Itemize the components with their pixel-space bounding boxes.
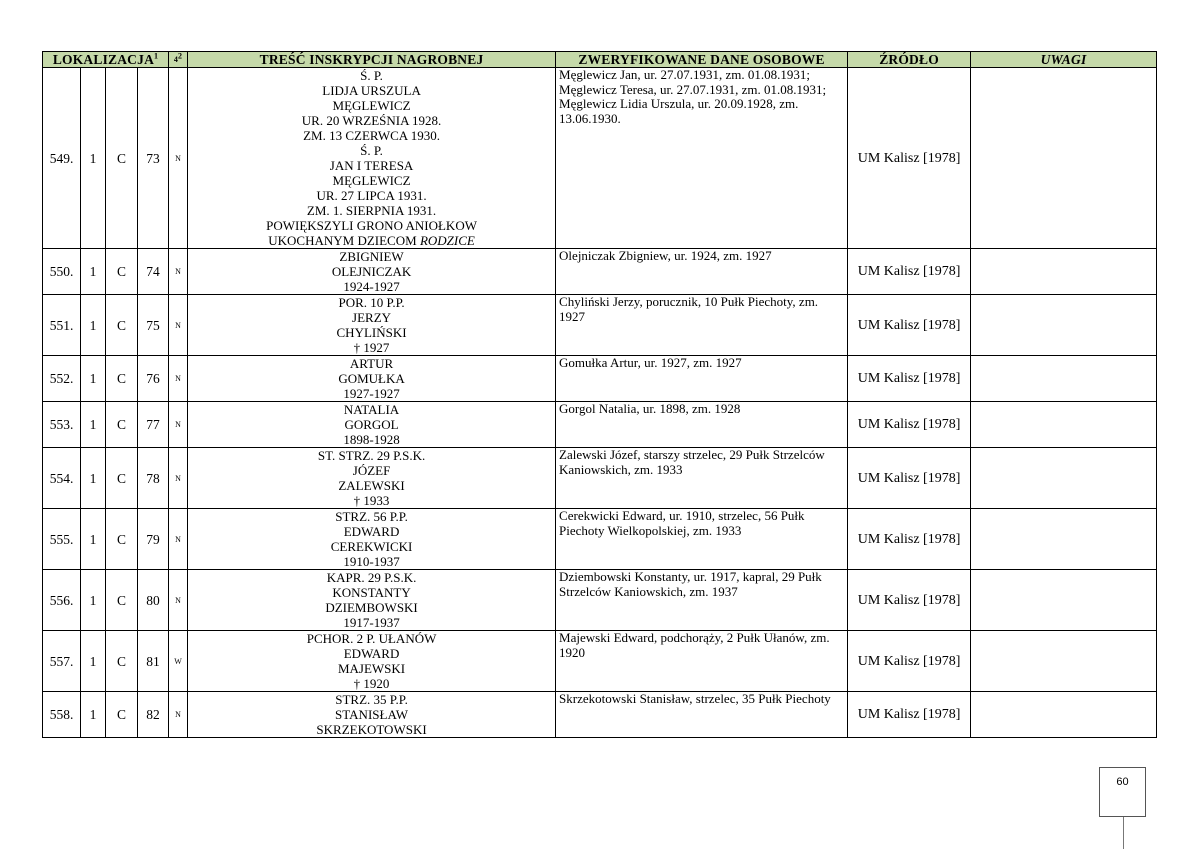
- grave-type: N: [169, 570, 188, 631]
- grave-type: N: [169, 448, 188, 509]
- inscription-italic-text: RODZICE: [419, 233, 475, 248]
- verified-data-line: Cerekwicki Edward, ur. 1910, strzelec, 56 Pułk: [559, 508, 805, 523]
- source-cell: UM Kalisz [1978]: [848, 692, 971, 738]
- verified-data-line: Męglewicz Lidia Urszula, ur. 20.09.1928, zm.: [559, 96, 799, 111]
- location-grave: 82: [138, 692, 169, 738]
- inscription-line: NATALIA: [343, 402, 400, 417]
- inscription-line: Ś. P.: [360, 143, 383, 158]
- inscription-line: JAN I TERESA: [329, 158, 414, 173]
- inscription-line: STRZ. 56 P.P.: [335, 509, 408, 524]
- inscription-cell: [188, 295, 556, 356]
- source-cell: UM Kalisz [1978]: [848, 631, 971, 692]
- inscription-line: [188, 233, 555, 248]
- inscription-line: DZIEMBOWSKI: [325, 600, 418, 615]
- location-sector: 1: [81, 509, 106, 570]
- location-sector: 1: [81, 692, 106, 738]
- verified-data-cell: [556, 295, 848, 356]
- location-sector: 1: [81, 68, 106, 249]
- inscription-line: EDWARD: [343, 646, 400, 661]
- verified-data-cell: [556, 448, 848, 509]
- verified-data-cell: [556, 631, 848, 692]
- verified-data-line: Zalewski Józef, starszy strzelec, 29 Pułk Strzelców: [559, 447, 825, 462]
- location-grave: 79: [138, 509, 169, 570]
- location-row: C: [106, 68, 138, 249]
- location-row: C: [106, 448, 138, 509]
- table-row: [43, 249, 1157, 295]
- source-cell: UM Kalisz [1978]: [848, 68, 971, 249]
- table-row: [43, 356, 1157, 402]
- row-number: 554.: [43, 448, 81, 509]
- inscription-line: SKRZEKOTOWSKI: [316, 722, 427, 737]
- inscription-cell: [188, 402, 556, 448]
- location-row: C: [106, 509, 138, 570]
- inscription-cell: [188, 356, 556, 402]
- location-grave: 76: [138, 356, 169, 402]
- inscription-cell: [188, 631, 556, 692]
- inscription-cell: [188, 509, 556, 570]
- header-zrodlo: ŹRÓDŁO: [848, 52, 971, 68]
- verified-data-cell: [556, 249, 848, 295]
- table-row: [43, 570, 1157, 631]
- inscription-line: JÓZEF: [352, 463, 391, 478]
- inscription-cell: [188, 448, 556, 509]
- source-cell: UM Kalisz [1978]: [848, 448, 971, 509]
- verified-data-line: 1927: [559, 308, 586, 324]
- location-row: C: [106, 295, 138, 356]
- inscription-line: KONSTANTY: [332, 585, 411, 600]
- location-row: C: [106, 356, 138, 402]
- inscription-line: EDWARD: [343, 524, 400, 539]
- location-row: C: [106, 692, 138, 738]
- inscription-line: † 1920: [353, 676, 390, 691]
- remarks-cell: [971, 631, 1157, 692]
- location-grave: 78: [138, 448, 169, 509]
- inscription-line: † 1933: [353, 493, 390, 508]
- page-number-line: [1123, 817, 1124, 849]
- inscription-line: GOMUŁKA: [338, 371, 405, 386]
- inscription-line: LIDJA URSZULA: [322, 83, 421, 98]
- inscription-line: JERZY: [352, 310, 392, 325]
- location-grave: 74: [138, 249, 169, 295]
- location-row: C: [106, 402, 138, 448]
- inscription-line: 1910-1937: [343, 554, 400, 569]
- inscription-line: STANISŁAW: [335, 707, 409, 722]
- location-sector: 1: [81, 356, 106, 402]
- verified-data-line: Dziembowski Konstanty, ur. 1917, kapral, 29 Pułk: [559, 569, 822, 584]
- verified-data-line: 1920: [559, 644, 586, 660]
- remarks-cell: [971, 68, 1157, 249]
- grave-type: N: [169, 692, 188, 738]
- inscription-line: MĘGLEWICZ: [332, 173, 411, 188]
- inscription-line: POR. 10 P.P.: [338, 295, 405, 310]
- inscription-line: ST. STRZ. 29 P.S.K.: [317, 448, 426, 463]
- table-row: [43, 692, 1157, 738]
- inscription-line: † 1927: [353, 340, 390, 355]
- inscription-line: UR. 27 LIPCA 1931.: [316, 188, 427, 203]
- inscription-line: GORGOL: [344, 417, 399, 432]
- verified-data-line: Kaniowskich, zm. 1933: [559, 461, 683, 477]
- verified-data-cell: [556, 509, 848, 570]
- remarks-cell: [971, 509, 1157, 570]
- location-row: C: [106, 249, 138, 295]
- remarks-cell: [971, 692, 1157, 738]
- source-cell: UM Kalisz [1978]: [848, 295, 971, 356]
- source-cell: UM Kalisz [1978]: [848, 249, 971, 295]
- inscription-cell: [188, 570, 556, 631]
- burial-records-table: [42, 51, 1157, 738]
- source-cell: UM Kalisz [1978]: [848, 356, 971, 402]
- verified-data-line: Olejniczak Zbigniew, ur. 1924, zm. 1927: [559, 248, 772, 263]
- verified-data-line: Strzelców Kaniowskich, zm. 1937: [559, 583, 738, 599]
- table-row: [43, 295, 1157, 356]
- verified-data-line: 13.06.1930.: [559, 110, 621, 126]
- remarks-cell: [971, 249, 1157, 295]
- verified-data-cell: [556, 692, 848, 738]
- grave-type: N: [169, 295, 188, 356]
- inscription-line: MĘGLEWICZ: [332, 98, 411, 113]
- header-lokalizacja: LOKALIZACJA$^1$: [43, 52, 169, 68]
- inscription-line: CHYLIŃSKI: [336, 325, 407, 340]
- location-row: C: [106, 570, 138, 631]
- inscription-line: CEREKWICKI: [330, 539, 413, 554]
- inscription-line: 1924-1927: [343, 279, 400, 294]
- row-number: 558.: [43, 692, 81, 738]
- location-grave: 77: [138, 402, 169, 448]
- inscription-line: OLEJNICZAK: [331, 264, 412, 279]
- row-number: 555.: [43, 509, 81, 570]
- verified-data-line: Gorgol Natalia, ur. 1898, zm. 1928: [559, 401, 741, 416]
- inscription-cell: [188, 692, 556, 738]
- grave-type: N: [169, 68, 188, 249]
- location-row: C: [106, 631, 138, 692]
- inscription-line: UR. 20 WRZEŚNIA 1928.: [301, 113, 442, 128]
- verified-data-cell: [556, 570, 848, 631]
- row-number: 553.: [43, 402, 81, 448]
- page-number: 60: [1116, 776, 1129, 788]
- header-row: [43, 52, 1157, 68]
- row-number: 556.: [43, 570, 81, 631]
- inscription-line: 1927-1927: [343, 386, 400, 401]
- inscription-line: 1917-1937: [343, 615, 400, 630]
- inscription-line: ARTUR: [349, 356, 394, 371]
- inscription-cell: [188, 68, 556, 249]
- source-cell: UM Kalisz [1978]: [848, 509, 971, 570]
- location-grave: 75: [138, 295, 169, 356]
- inscription-text: UKOCHANYM DZIECOM: [268, 233, 420, 248]
- inscription-line: MAJEWSKI: [337, 661, 406, 676]
- location-sector: 1: [81, 570, 106, 631]
- inscription-line: 1898-1928: [343, 432, 400, 447]
- inscription-line: ZM. 1. SIERPNIA 1931.: [306, 203, 437, 218]
- location-sector: 1: [81, 402, 106, 448]
- table-row: [43, 68, 1157, 249]
- verified-data-line: Chyliński Jerzy, porucznik, 10 Pułk Piechoty, zm.: [559, 294, 819, 309]
- inscription-line: POWIĘKSZYLI GRONO ANIOŁKOW: [266, 218, 477, 233]
- verified-data-line: Męglewicz Teresa, ur. 27.07.1931, zm. 01.08.1931;: [559, 81, 827, 97]
- grave-type: N: [169, 402, 188, 448]
- inscription-line: ZM. 13 CZERWCA 1930.: [303, 128, 440, 143]
- location-sector: 1: [81, 448, 106, 509]
- location-grave: 81: [138, 631, 169, 692]
- grave-type: N: [169, 249, 188, 295]
- verified-data-line: Męglewicz Jan, ur. 27.07.1931, zm. 01.08.1931;: [559, 67, 810, 82]
- page-number-box: [1099, 767, 1146, 817]
- verified-data-line: Skrzekotowski Stanisław, strzelec, 35 Pułk Piechoty: [559, 691, 831, 706]
- remarks-cell: [971, 402, 1157, 448]
- verified-data-line: Majewski Edward, podchorąży, 2 Pułk Ułanów, zm.: [559, 630, 830, 645]
- verified-data-line: Piechoty Wielkopolskiej, zm. 1933: [559, 522, 742, 538]
- inscription-line: PCHOR. 2 P. UŁANÓW: [306, 631, 437, 646]
- grave-type: N: [169, 356, 188, 402]
- header-uwagi: UWAGI: [971, 52, 1157, 68]
- remarks-cell: [971, 356, 1157, 402]
- row-number: 549.: [43, 68, 81, 249]
- verified-data-line: Gomułka Artur, ur. 1927, zm. 1927: [559, 355, 742, 370]
- header-dane: ZWERYFIKOWANE DANE OSOBOWE: [556, 52, 848, 68]
- verified-data-cell: [556, 356, 848, 402]
- inscription-line: Ś. P.: [360, 68, 383, 83]
- verified-data-cell: [556, 402, 848, 448]
- grave-type: N: [169, 509, 188, 570]
- header-tresc: TREŚĆ INSKRYPCJI NAGROBNEJ: [188, 52, 556, 68]
- row-number: 550.: [43, 249, 81, 295]
- location-sector: 1: [81, 249, 106, 295]
- verified-data-cell: [556, 68, 848, 249]
- source-cell: UM Kalisz [1978]: [848, 402, 971, 448]
- row-number: 557.: [43, 631, 81, 692]
- inscription-line: KAPR. 29 P.S.K.: [326, 570, 417, 585]
- source-cell: UM Kalisz [1978]: [848, 570, 971, 631]
- remarks-cell: [971, 570, 1157, 631]
- table-row: [43, 448, 1157, 509]
- row-number: 551.: [43, 295, 81, 356]
- grave-type: W: [169, 631, 188, 692]
- table-row: [43, 509, 1157, 570]
- inscription-line: ZALEWSKI: [338, 478, 405, 493]
- location-sector: 1: [81, 631, 106, 692]
- inscription-cell: [188, 249, 556, 295]
- location-grave: 80: [138, 570, 169, 631]
- inscription-line: ZBIGNIEW: [339, 249, 404, 264]
- remarks-cell: [971, 448, 1157, 509]
- inscription-line: STRZ. 35 P.P.: [335, 692, 408, 707]
- table-row: [43, 631, 1157, 692]
- location-grave: 73: [138, 68, 169, 249]
- location-sector: 1: [81, 295, 106, 356]
- row-number: 552.: [43, 356, 81, 402]
- table-row: [43, 402, 1157, 448]
- header-col4: $4^2$: [169, 52, 188, 68]
- remarks-cell: [971, 295, 1157, 356]
